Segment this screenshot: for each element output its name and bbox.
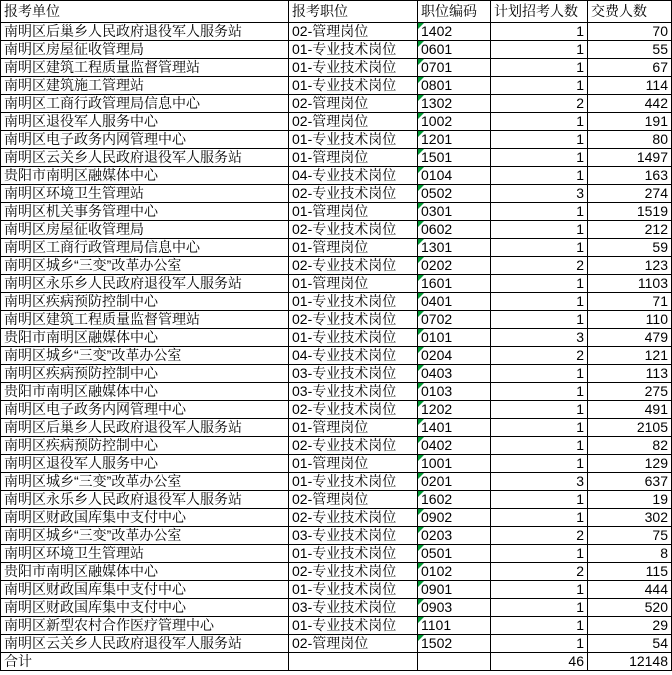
plan-count-cell: 2 xyxy=(491,527,588,545)
code-text: 0201 xyxy=(421,473,453,489)
unit-cell: 南明区退役军人服务中心 xyxy=(1,455,289,473)
number-stored-as-text-flag-icon xyxy=(418,239,424,245)
paid-count-cell: 59 xyxy=(588,239,672,257)
position-cell: 01-专业技术岗位 xyxy=(289,581,418,599)
plan-count-cell: 1 xyxy=(491,455,588,473)
unit-cell: 南明区后巢乡人民政府退役军人服务站 xyxy=(1,419,289,437)
plan-count-cell: 1 xyxy=(491,311,588,329)
code-cell xyxy=(418,347,491,365)
header-code: 职位编码 xyxy=(418,1,491,23)
code-text: 0202 xyxy=(421,257,453,273)
number-stored-as-text-flag-icon xyxy=(418,221,424,227)
total-paid-count-cell: 12148 xyxy=(588,653,672,671)
code-cell xyxy=(418,77,491,95)
table-row xyxy=(1,113,672,131)
plan-count-cell: 3 xyxy=(491,473,588,491)
plan-count-cell: 1 xyxy=(491,167,588,185)
code-cell xyxy=(418,437,491,455)
position-cell: 04-专业技术岗位 xyxy=(289,167,418,185)
code-text: 0502 xyxy=(421,185,453,201)
paid-count-cell: 129 xyxy=(588,455,672,473)
code-cell xyxy=(418,599,491,617)
paid-count-cell: 442 xyxy=(588,95,672,113)
table-row xyxy=(1,401,672,419)
table-row xyxy=(1,23,672,41)
position-cell: 01-专业技术岗位 xyxy=(289,329,418,347)
table-row xyxy=(1,185,672,203)
total-code-cell-empty xyxy=(418,653,491,671)
code-cell xyxy=(418,221,491,239)
code-cell xyxy=(418,365,491,383)
table-row xyxy=(1,329,672,347)
paid-count-cell: 67 xyxy=(588,59,672,77)
header-paid-count: 交费人数 xyxy=(588,1,672,23)
code-text: 1401 xyxy=(421,419,453,435)
code-text: 0602 xyxy=(421,221,453,237)
position-cell: 02-专业技术岗位 xyxy=(289,221,418,239)
paid-count-cell: 1497 xyxy=(588,149,672,167)
number-stored-as-text-flag-icon xyxy=(418,95,424,101)
position-cell: 01-专业技术岗位 xyxy=(289,77,418,95)
code-text: 0204 xyxy=(421,347,453,363)
unit-cell: 南明区房屋征收管理局 xyxy=(1,41,289,59)
position-cell: 01-管理岗位 xyxy=(289,419,418,437)
plan-count-cell: 1 xyxy=(491,599,588,617)
number-stored-as-text-flag-icon xyxy=(418,365,424,371)
table-header-row xyxy=(1,1,672,23)
paid-count-cell: 54 xyxy=(588,635,672,653)
number-stored-as-text-flag-icon xyxy=(418,401,424,407)
code-cell xyxy=(418,203,491,221)
code-cell xyxy=(418,509,491,527)
code-cell xyxy=(418,527,491,545)
plan-count-cell: 1 xyxy=(491,365,588,383)
paid-count-cell: 637 xyxy=(588,473,672,491)
code-text: 0403 xyxy=(421,365,453,381)
code-text: 1201 xyxy=(421,131,453,147)
paid-count-cell: 80 xyxy=(588,131,672,149)
number-stored-as-text-flag-icon xyxy=(418,113,424,119)
paid-count-cell: 29 xyxy=(588,617,672,635)
unit-cell: 南明区房屋征收管理局 xyxy=(1,221,289,239)
table-row xyxy=(1,491,672,509)
paid-count-cell: 113 xyxy=(588,365,672,383)
plan-count-cell: 1 xyxy=(491,131,588,149)
code-cell xyxy=(418,95,491,113)
table-row xyxy=(1,41,672,59)
code-cell xyxy=(418,401,491,419)
number-stored-as-text-flag-icon xyxy=(418,41,424,47)
paid-count-cell: 70 xyxy=(588,23,672,41)
position-cell: 02-专业技术岗位 xyxy=(289,437,418,455)
table-row xyxy=(1,635,672,653)
code-text: 0702 xyxy=(421,311,453,327)
total-position-cell-empty xyxy=(289,653,418,671)
code-cell xyxy=(418,131,491,149)
table-row xyxy=(1,275,672,293)
position-cell: 01-专业技术岗位 xyxy=(289,293,418,311)
position-cell: 02-专业技术岗位 xyxy=(289,401,418,419)
plan-count-cell: 1 xyxy=(491,77,588,95)
position-cell: 02-专业技术岗位 xyxy=(289,185,418,203)
code-text: 0401 xyxy=(421,293,453,309)
plan-count-cell: 2 xyxy=(491,563,588,581)
paid-count-cell: 55 xyxy=(588,41,672,59)
plan-count-cell: 2 xyxy=(491,347,588,365)
number-stored-as-text-flag-icon xyxy=(418,437,424,443)
plan-count-cell: 1 xyxy=(491,113,588,131)
number-stored-as-text-flag-icon xyxy=(418,203,424,209)
position-cell: 02-管理岗位 xyxy=(289,95,418,113)
table-row xyxy=(1,203,672,221)
table-row xyxy=(1,239,672,257)
code-cell xyxy=(418,113,491,131)
number-stored-as-text-flag-icon xyxy=(418,23,424,29)
unit-cell: 南明区疾病预防控制中心 xyxy=(1,293,289,311)
number-stored-as-text-flag-icon xyxy=(418,563,424,569)
unit-cell: 南明区后巢乡人民政府退役军人服务站 xyxy=(1,23,289,41)
position-cell: 01-管理岗位 xyxy=(289,275,418,293)
plan-count-cell: 1 xyxy=(491,491,588,509)
position-cell: 01-专业技术岗位 xyxy=(289,473,418,491)
table-row xyxy=(1,59,672,77)
code-cell xyxy=(418,491,491,509)
code-text: 0501 xyxy=(421,545,453,561)
unit-cell: 南明区电子政务内网管理中心 xyxy=(1,131,289,149)
paid-count-cell: 479 xyxy=(588,329,672,347)
paid-count-cell: 114 xyxy=(588,77,672,95)
plan-count-cell: 2 xyxy=(491,257,588,275)
position-cell: 01-管理岗位 xyxy=(289,455,418,473)
code-cell xyxy=(418,329,491,347)
code-cell xyxy=(418,419,491,437)
paid-count-cell: 110 xyxy=(588,311,672,329)
unit-cell: 南明区建筑工程质量监督管理站 xyxy=(1,311,289,329)
unit-cell: 南明区城乡“三变”改革办公室 xyxy=(1,473,289,491)
number-stored-as-text-flag-icon xyxy=(418,455,424,461)
table-row xyxy=(1,437,672,455)
unit-cell: 南明区云关乡人民政府退役军人服务站 xyxy=(1,149,289,167)
table-row xyxy=(1,419,672,437)
code-text: 0203 xyxy=(421,527,453,543)
unit-cell: 南明区城乡“三变”改革办公室 xyxy=(1,347,289,365)
table-row xyxy=(1,131,672,149)
number-stored-as-text-flag-icon xyxy=(418,473,424,479)
unit-cell: 南明区永乐乡人民政府退役军人服务站 xyxy=(1,275,289,293)
code-text: 0903 xyxy=(421,599,453,615)
plan-count-cell: 1 xyxy=(491,203,588,221)
code-cell xyxy=(418,311,491,329)
table-row xyxy=(1,311,672,329)
table-row xyxy=(1,365,672,383)
code-cell xyxy=(418,617,491,635)
paid-count-cell: 82 xyxy=(588,437,672,455)
code-text: 0104 xyxy=(421,167,453,183)
paid-count-cell: 163 xyxy=(588,167,672,185)
unit-cell: 南明区财政国库集中支付中心 xyxy=(1,581,289,599)
position-cell: 02-管理岗位 xyxy=(289,23,418,41)
code-text: 1402 xyxy=(421,23,453,39)
number-stored-as-text-flag-icon xyxy=(418,149,424,155)
plan-count-cell: 3 xyxy=(491,185,588,203)
unit-cell: 南明区疾病预防控制中心 xyxy=(1,437,289,455)
table-row xyxy=(1,527,672,545)
number-stored-as-text-flag-icon xyxy=(418,167,424,173)
number-stored-as-text-flag-icon xyxy=(418,77,424,83)
unit-cell: 南明区财政国库集中支付中心 xyxy=(1,509,289,527)
code-text: 0801 xyxy=(421,77,453,93)
position-cell: 03-专业技术岗位 xyxy=(289,365,418,383)
code-cell xyxy=(418,473,491,491)
unit-cell: 南明区永乐乡人民政府退役军人服务站 xyxy=(1,491,289,509)
unit-cell: 南明区建筑工程质量监督管理站 xyxy=(1,59,289,77)
code-text: 1001 xyxy=(421,455,453,471)
position-cell: 03-专业技术岗位 xyxy=(289,527,418,545)
position-cell: 01-专业技术岗位 xyxy=(289,617,418,635)
unit-cell: 南明区环境卫生管理站 xyxy=(1,545,289,563)
plan-count-cell: 1 xyxy=(491,41,588,59)
plan-count-cell: 1 xyxy=(491,275,588,293)
plan-count-cell: 1 xyxy=(491,545,588,563)
total-plan-count-cell: 46 xyxy=(491,653,588,671)
table-row xyxy=(1,509,672,527)
code-cell xyxy=(418,41,491,59)
code-cell xyxy=(418,563,491,581)
code-cell xyxy=(418,257,491,275)
code-cell xyxy=(418,581,491,599)
code-text: 0103 xyxy=(421,383,453,399)
paid-count-cell: 212 xyxy=(588,221,672,239)
position-cell: 01-管理岗位 xyxy=(289,203,418,221)
number-stored-as-text-flag-icon xyxy=(418,329,424,335)
unit-cell: 南明区退役军人服务中心 xyxy=(1,113,289,131)
header-plan-count: 计划招考人数 xyxy=(491,1,588,23)
plan-count-cell: 1 xyxy=(491,221,588,239)
table-row xyxy=(1,563,672,581)
code-cell xyxy=(418,455,491,473)
code-text: 1202 xyxy=(421,401,453,417)
plan-count-cell: 1 xyxy=(491,239,588,257)
plan-count-cell: 1 xyxy=(491,437,588,455)
code-cell xyxy=(418,275,491,293)
position-cell: 02-管理岗位 xyxy=(289,491,418,509)
number-stored-as-text-flag-icon xyxy=(418,293,424,299)
position-cell: 04-专业技术岗位 xyxy=(289,347,418,365)
code-text: 0101 xyxy=(421,329,453,345)
unit-cell: 南明区建筑施工管理站 xyxy=(1,77,289,95)
position-cell: 02-专业技术岗位 xyxy=(289,257,418,275)
paid-count-cell: 115 xyxy=(588,563,672,581)
plan-count-cell: 1 xyxy=(491,401,588,419)
unit-cell: 南明区机关事务管理中心 xyxy=(1,203,289,221)
code-text: 1501 xyxy=(421,149,453,165)
table-row xyxy=(1,581,672,599)
position-cell: 02-专业技术岗位 xyxy=(289,509,418,527)
code-text: 1502 xyxy=(421,635,453,651)
paid-count-cell: 491 xyxy=(588,401,672,419)
plan-count-cell: 1 xyxy=(491,635,588,653)
paid-count-cell: 19 xyxy=(588,491,672,509)
position-cell: 01-专业技术岗位 xyxy=(289,545,418,563)
number-stored-as-text-flag-icon xyxy=(418,419,424,425)
plan-count-cell: 1 xyxy=(491,23,588,41)
number-stored-as-text-flag-icon xyxy=(418,383,424,389)
code-cell xyxy=(418,635,491,653)
unit-cell: 南明区工商行政管理局信息中心 xyxy=(1,95,289,113)
code-cell xyxy=(418,185,491,203)
plan-count-cell: 1 xyxy=(491,149,588,167)
code-text: 0601 xyxy=(421,41,453,57)
plan-count-cell: 1 xyxy=(491,581,588,599)
table-row xyxy=(1,347,672,365)
table-row xyxy=(1,221,672,239)
plan-count-cell: 1 xyxy=(491,617,588,635)
position-cell: 01-专业技术岗位 xyxy=(289,131,418,149)
paid-count-cell: 2105 xyxy=(588,419,672,437)
table-row xyxy=(1,545,672,563)
code-cell xyxy=(418,293,491,311)
paid-count-cell: 1519 xyxy=(588,203,672,221)
code-cell xyxy=(418,149,491,167)
position-cell: 01-管理岗位 xyxy=(289,239,418,257)
plan-count-cell: 1 xyxy=(491,59,588,77)
plan-count-cell: 1 xyxy=(491,383,588,401)
number-stored-as-text-flag-icon xyxy=(418,257,424,263)
number-stored-as-text-flag-icon xyxy=(418,185,424,191)
unit-cell: 南明区城乡“三变”改革办公室 xyxy=(1,527,289,545)
number-stored-as-text-flag-icon xyxy=(418,527,424,533)
code-text: 1302 xyxy=(421,95,453,111)
unit-cell: 贵阳市南明区融媒体中心 xyxy=(1,563,289,581)
number-stored-as-text-flag-icon xyxy=(418,581,424,587)
table-row xyxy=(1,599,672,617)
position-cell: 02-专业技术岗位 xyxy=(289,311,418,329)
number-stored-as-text-flag-icon xyxy=(418,635,424,641)
table-row xyxy=(1,293,672,311)
paid-count-cell: 191 xyxy=(588,113,672,131)
paid-count-cell: 71 xyxy=(588,293,672,311)
code-text: 0301 xyxy=(421,203,453,219)
position-cell: 01-专业技术岗位 xyxy=(289,59,418,77)
unit-cell: 南明区云关乡人民政府退役军人服务站 xyxy=(1,635,289,653)
paid-count-cell: 275 xyxy=(588,383,672,401)
unit-cell: 南明区财政国库集中支付中心 xyxy=(1,599,289,617)
table-total-row xyxy=(1,653,672,671)
position-cell: 03-专业技术岗位 xyxy=(289,383,418,401)
unit-cell: 贵阳市南明区融媒体中心 xyxy=(1,329,289,347)
unit-cell: 南明区环境卫生管理站 xyxy=(1,185,289,203)
plan-count-cell: 1 xyxy=(491,293,588,311)
table-row xyxy=(1,167,672,185)
position-cell: 01-专业技术岗位 xyxy=(289,41,418,59)
number-stored-as-text-flag-icon xyxy=(418,617,424,623)
code-cell xyxy=(418,59,491,77)
number-stored-as-text-flag-icon xyxy=(418,59,424,65)
code-text: 1002 xyxy=(421,113,453,129)
plan-count-cell: 1 xyxy=(491,509,588,527)
unit-cell: 南明区新型农村合作医疗管理中心 xyxy=(1,617,289,635)
code-cell xyxy=(418,239,491,257)
paid-count-cell: 520 xyxy=(588,599,672,617)
code-text: 1101 xyxy=(421,617,452,633)
number-stored-as-text-flag-icon xyxy=(418,599,424,605)
plan-count-cell: 1 xyxy=(491,419,588,437)
header-unit: 报考单位 xyxy=(1,1,289,23)
code-text: 0902 xyxy=(421,509,453,525)
code-cell xyxy=(418,167,491,185)
position-cell: 02-专业技术岗位 xyxy=(289,563,418,581)
table-row xyxy=(1,455,672,473)
position-cell: 02-管理岗位 xyxy=(289,113,418,131)
unit-cell: 南明区疾病预防控制中心 xyxy=(1,365,289,383)
table-row xyxy=(1,257,672,275)
plan-count-cell: 2 xyxy=(491,95,588,113)
number-stored-as-text-flag-icon xyxy=(418,545,424,551)
table-row xyxy=(1,95,672,113)
paid-count-cell: 123 xyxy=(588,257,672,275)
paid-count-cell: 274 xyxy=(588,185,672,203)
unit-cell: 南明区电子政务内网管理中心 xyxy=(1,401,289,419)
table-row xyxy=(1,77,672,95)
paid-count-cell: 302 xyxy=(588,509,672,527)
paid-count-cell: 444 xyxy=(588,581,672,599)
code-text: 1602 xyxy=(421,491,453,507)
code-text: 0402 xyxy=(421,437,453,453)
paid-count-cell: 8 xyxy=(588,545,672,563)
code-text: 0901 xyxy=(421,581,453,597)
table-body xyxy=(1,23,672,653)
number-stored-as-text-flag-icon xyxy=(418,347,424,353)
paid-count-cell: 121 xyxy=(588,347,672,365)
position-cell: 01-管理岗位 xyxy=(289,149,418,167)
number-stored-as-text-flag-icon xyxy=(418,509,424,515)
number-stored-as-text-flag-icon xyxy=(418,131,424,137)
table-row xyxy=(1,617,672,635)
code-cell xyxy=(418,545,491,563)
table-row xyxy=(1,383,672,401)
code-text: 1601 xyxy=(421,275,453,291)
plan-count-cell: 3 xyxy=(491,329,588,347)
table-row xyxy=(1,149,672,167)
table-row xyxy=(1,473,672,491)
code-cell xyxy=(418,383,491,401)
paid-count-cell: 1103 xyxy=(588,275,672,293)
number-stored-as-text-flag-icon xyxy=(418,491,424,497)
number-stored-as-text-flag-icon xyxy=(418,275,424,281)
code-text: 0701 xyxy=(421,59,453,75)
unit-cell: 南明区城乡“三变”改革办公室 xyxy=(1,257,289,275)
code-text: 0102 xyxy=(421,563,453,579)
position-cell: 02-管理岗位 xyxy=(289,635,418,653)
unit-cell: 贵阳市南明区融媒体中心 xyxy=(1,383,289,401)
total-label-cell: 合计 xyxy=(1,653,289,671)
position-cell: 03-专业技术岗位 xyxy=(289,599,418,617)
header-position: 报考职位 xyxy=(289,1,418,23)
code-cell xyxy=(418,23,491,41)
unit-cell: 南明区工商行政管理局信息中心 xyxy=(1,239,289,257)
unit-cell: 贵阳市南明区融媒体中心 xyxy=(1,167,289,185)
code-text: 1301 xyxy=(421,239,453,255)
paid-count-cell: 75 xyxy=(588,527,672,545)
number-stored-as-text-flag-icon xyxy=(418,311,424,317)
